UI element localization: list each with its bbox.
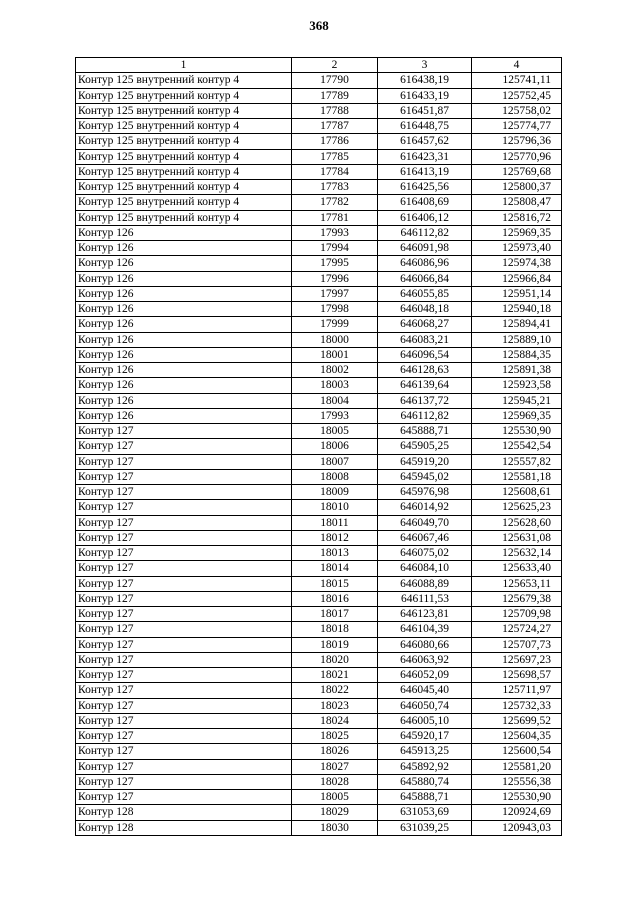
point-number-cell: 18013 [292,546,378,561]
point-number-cell: 17998 [292,302,378,317]
x-coordinate-cell: 646066,84 [378,271,472,286]
x-coordinate-cell: 646091,98 [378,241,472,256]
contour-name-cell: Контур 126 [76,408,292,423]
y-coordinate-cell: 125581,20 [472,759,562,774]
point-number-cell: 18024 [292,713,378,728]
point-number-cell: 18012 [292,530,378,545]
table-row [76,241,562,256]
point-number-cell: 17997 [292,286,378,301]
y-coordinate-cell: 125707,73 [472,637,562,652]
contour-name-cell: Контур 127 [76,591,292,606]
contour-name-cell: Контур 127 [76,790,292,805]
table-row [76,271,562,286]
table-row [76,683,562,698]
y-coordinate-cell: 125557,82 [472,454,562,469]
x-coordinate-cell: 646050,74 [378,698,472,713]
y-coordinate-cell: 125884,35 [472,347,562,362]
contour-name-cell: Контур 126 [76,378,292,393]
x-coordinate-cell: 646128,63 [378,363,472,378]
page-number: 368 [309,18,329,33]
x-coordinate-cell: 645945,02 [378,469,472,484]
table-row [76,119,562,134]
column-header: 3 [378,58,472,73]
table-row [76,713,562,728]
point-number-cell: 18010 [292,500,378,515]
contour-name-cell: Контур 125 внутренний контур 4 [76,149,292,164]
point-number-cell: 18005 [292,790,378,805]
x-coordinate-cell: 646088,89 [378,576,472,591]
point-number-cell: 17995 [292,256,378,271]
x-coordinate-cell: 646112,82 [378,225,472,240]
y-coordinate-cell: 125966,84 [472,271,562,286]
table-row [76,332,562,347]
contour-name-cell: Контур 128 [76,805,292,820]
contour-name-cell: Контур 126 [76,302,292,317]
contour-name-cell: Контур 127 [76,652,292,667]
x-coordinate-cell: 616457,62 [378,134,472,149]
point-number-cell: 18028 [292,774,378,789]
x-coordinate-cell: 646014,92 [378,500,472,515]
table-row [76,256,562,271]
point-number-cell: 18001 [292,347,378,362]
table-row [76,561,562,576]
table-row [76,210,562,225]
contour-name-cell: Контур 125 внутренний контур 4 [76,210,292,225]
table-row [76,195,562,210]
x-coordinate-cell: 645892,92 [378,759,472,774]
table-row [76,774,562,789]
y-coordinate-cell: 125608,61 [472,485,562,500]
y-coordinate-cell: 125769,68 [472,164,562,179]
point-number-cell: 18003 [292,378,378,393]
table-row [76,576,562,591]
x-coordinate-cell: 646048,18 [378,302,472,317]
y-coordinate-cell: 125758,02 [472,103,562,118]
x-coordinate-cell: 645880,74 [378,774,472,789]
contour-name-cell: Контур 127 [76,515,292,530]
point-number-cell: 18025 [292,729,378,744]
y-coordinate-cell: 125800,37 [472,180,562,195]
table-row [76,744,562,759]
table-row [76,622,562,637]
contour-name-cell: Контур 127 [76,500,292,515]
point-number-cell: 17788 [292,103,378,118]
y-coordinate-cell: 125542,54 [472,439,562,454]
table-row [76,73,562,88]
point-number-cell: 17783 [292,180,378,195]
table-row [76,439,562,454]
x-coordinate-cell: 645976,98 [378,485,472,500]
contour-name-cell: Контур 128 [76,820,292,835]
contour-name-cell: Контур 126 [76,363,292,378]
point-number-cell: 18018 [292,622,378,637]
table-row [76,180,562,195]
contour-name-cell: Контур 127 [76,683,292,698]
point-number-cell: 18014 [292,561,378,576]
point-number-cell: 18016 [292,591,378,606]
table-row [76,805,562,820]
point-number-cell: 17781 [292,210,378,225]
y-coordinate-cell: 125940,18 [472,302,562,317]
column-header: 4 [472,58,562,73]
y-coordinate-cell: 125697,23 [472,652,562,667]
point-number-cell: 18030 [292,820,378,835]
table-row [76,698,562,713]
y-coordinate-cell: 125699,52 [472,713,562,728]
table-row [76,286,562,301]
point-number-cell: 17782 [292,195,378,210]
table-row [76,363,562,378]
x-coordinate-cell: 645913,25 [378,744,472,759]
x-coordinate-cell: 616423,31 [378,149,472,164]
contour-name-cell: Контур 126 [76,317,292,332]
table-row [76,668,562,683]
y-coordinate-cell: 125774,77 [472,119,562,134]
table-row [76,759,562,774]
point-number-cell: 17789 [292,88,378,103]
x-coordinate-cell: 616406,12 [378,210,472,225]
point-number-cell: 17786 [292,134,378,149]
table-row [76,393,562,408]
y-coordinate-cell: 125732,33 [472,698,562,713]
contour-name-cell: Контур 125 внутренний контур 4 [76,119,292,134]
point-number-cell: 18019 [292,637,378,652]
x-coordinate-cell: 616413,19 [378,164,472,179]
table-row [76,378,562,393]
y-coordinate-cell: 125679,38 [472,591,562,606]
x-coordinate-cell: 616451,87 [378,103,472,118]
contour-name-cell: Контур 126 [76,241,292,256]
y-coordinate-cell: 125604,35 [472,729,562,744]
point-number-cell: 17993 [292,408,378,423]
y-coordinate-cell: 125752,45 [472,88,562,103]
table-row [76,637,562,652]
point-number-cell: 18022 [292,683,378,698]
x-coordinate-cell: 646068,27 [378,317,472,332]
y-coordinate-cell: 125698,57 [472,668,562,683]
table-row [76,149,562,164]
table-row [76,317,562,332]
table-row [76,424,562,439]
table-row [76,546,562,561]
contour-name-cell: Контур 127 [76,759,292,774]
y-coordinate-cell: 125969,35 [472,225,562,240]
point-number-cell: 18006 [292,439,378,454]
contour-name-cell: Контур 127 [76,729,292,744]
table-row [76,729,562,744]
y-coordinate-cell: 125770,96 [472,149,562,164]
table-row [76,88,562,103]
contour-name-cell: Контур 126 [76,225,292,240]
x-coordinate-cell: 645888,71 [378,424,472,439]
point-number-cell: 18005 [292,424,378,439]
x-coordinate-cell: 645920,17 [378,729,472,744]
point-number-cell: 17996 [292,271,378,286]
point-number-cell: 18027 [292,759,378,774]
y-coordinate-cell: 125923,58 [472,378,562,393]
point-number-cell: 17784 [292,164,378,179]
table-row [76,530,562,545]
y-coordinate-cell: 125741,11 [472,73,562,88]
table-body [76,58,562,836]
x-coordinate-cell: 646005,10 [378,713,472,728]
y-coordinate-cell: 125816,72 [472,210,562,225]
y-coordinate-cell: 125581,18 [472,469,562,484]
y-coordinate-cell: 125724,27 [472,622,562,637]
point-number-cell: 17999 [292,317,378,332]
y-coordinate-cell: 125796,36 [472,134,562,149]
point-number-cell: 18015 [292,576,378,591]
contour-name-cell: Контур 126 [76,271,292,286]
x-coordinate-cell: 616438,19 [378,73,472,88]
x-coordinate-cell: 645919,20 [378,454,472,469]
contour-name-cell: Контур 127 [76,424,292,439]
contour-name-cell: Контур 125 внутренний контур 4 [76,103,292,118]
y-coordinate-cell: 125889,10 [472,332,562,347]
column-header: 2 [292,58,378,73]
point-number-cell: 18002 [292,363,378,378]
table-row [76,607,562,622]
table-row [76,652,562,667]
contour-name-cell: Контур 126 [76,256,292,271]
point-number-cell: 18008 [292,469,378,484]
y-coordinate-cell: 125653,11 [472,576,562,591]
column-header: 1 [76,58,292,73]
table-row [76,347,562,362]
x-coordinate-cell: 616425,56 [378,180,472,195]
x-coordinate-cell: 646096,54 [378,347,472,362]
contour-name-cell: Контур 127 [76,637,292,652]
point-number-cell: 18021 [292,668,378,683]
contour-name-cell: Контур 126 [76,332,292,347]
table-row [76,820,562,835]
x-coordinate-cell: 646111,53 [378,591,472,606]
table-row [76,790,562,805]
table-row [76,500,562,515]
x-coordinate-cell: 646063,92 [378,652,472,667]
y-coordinate-cell: 125951,14 [472,286,562,301]
contour-name-cell: Контур 126 [76,393,292,408]
x-coordinate-cell: 646045,40 [378,683,472,698]
table-row [76,454,562,469]
x-coordinate-cell: 616408,69 [378,195,472,210]
y-coordinate-cell: 125894,41 [472,317,562,332]
x-coordinate-cell: 646080,66 [378,637,472,652]
y-coordinate-cell: 125628,60 [472,515,562,530]
contour-name-cell: Контур 127 [76,561,292,576]
table-row [76,485,562,500]
x-coordinate-cell: 631053,69 [378,805,472,820]
x-coordinate-cell: 646084,10 [378,561,472,576]
table-row [76,302,562,317]
x-coordinate-cell: 646052,09 [378,668,472,683]
point-number-cell: 18009 [292,485,378,500]
coordinates-table [75,57,562,836]
point-number-cell: 18000 [292,332,378,347]
x-coordinate-cell: 646055,85 [378,286,472,301]
y-coordinate-cell: 125530,90 [472,424,562,439]
y-coordinate-cell: 125808,47 [472,195,562,210]
y-coordinate-cell: 125600,54 [472,744,562,759]
table-row [76,469,562,484]
y-coordinate-cell: 120943,03 [472,820,562,835]
table-header-row [76,58,562,73]
contour-name-cell: Контур 127 [76,698,292,713]
x-coordinate-cell: 616448,75 [378,119,472,134]
point-number-cell: 17787 [292,119,378,134]
table-row [76,515,562,530]
table-row [76,408,562,423]
x-coordinate-cell: 646067,46 [378,530,472,545]
x-coordinate-cell: 646086,96 [378,256,472,271]
x-coordinate-cell: 645905,25 [378,439,472,454]
contour-name-cell: Контур 127 [76,576,292,591]
point-number-cell: 18011 [292,515,378,530]
point-number-cell: 18017 [292,607,378,622]
x-coordinate-cell: 645888,71 [378,790,472,805]
point-number-cell: 18026 [292,744,378,759]
table-row [76,134,562,149]
contour-name-cell: Контур 127 [76,439,292,454]
contour-name-cell: Контур 127 [76,744,292,759]
point-number-cell: 18007 [292,454,378,469]
x-coordinate-cell: 646104,39 [378,622,472,637]
y-coordinate-cell: 125633,40 [472,561,562,576]
table-row [76,225,562,240]
table-row [76,103,562,118]
y-coordinate-cell: 125625,23 [472,500,562,515]
table-row [76,164,562,179]
point-number-cell: 17790 [292,73,378,88]
point-number-cell: 18020 [292,652,378,667]
x-coordinate-cell: 631039,25 [378,820,472,835]
x-coordinate-cell: 616433,19 [378,88,472,103]
contour-name-cell: Контур 125 внутренний контур 4 [76,164,292,179]
y-coordinate-cell: 125891,38 [472,363,562,378]
contour-name-cell: Контур 127 [76,774,292,789]
point-number-cell: 18004 [292,393,378,408]
contour-name-cell: Контур 127 [76,485,292,500]
contour-name-cell: Контур 127 [76,713,292,728]
y-coordinate-cell: 125974,38 [472,256,562,271]
x-coordinate-cell: 646137,72 [378,393,472,408]
contour-name-cell: Контур 127 [76,607,292,622]
contour-name-cell: Контур 125 внутренний контур 4 [76,195,292,210]
contour-name-cell: Контур 127 [76,622,292,637]
y-coordinate-cell: 125709,98 [472,607,562,622]
contour-name-cell: Контур 127 [76,668,292,683]
y-coordinate-cell: 125973,40 [472,241,562,256]
contour-name-cell: Контур 125 внутренний контур 4 [76,88,292,103]
y-coordinate-cell: 125711,97 [472,683,562,698]
contour-name-cell: Контур 126 [76,286,292,301]
contour-name-cell: Контур 127 [76,454,292,469]
contour-name-cell: Контур 125 внутренний контур 4 [76,134,292,149]
point-number-cell: 17994 [292,241,378,256]
y-coordinate-cell: 125632,14 [472,546,562,561]
x-coordinate-cell: 646049,70 [378,515,472,530]
x-coordinate-cell: 646139,64 [378,378,472,393]
contour-name-cell: Контур 127 [76,546,292,561]
point-number-cell: 17993 [292,225,378,240]
contour-name-cell: Контур 126 [76,347,292,362]
y-coordinate-cell: 125945,21 [472,393,562,408]
point-number-cell: 18023 [292,698,378,713]
y-coordinate-cell: 125556,38 [472,774,562,789]
y-coordinate-cell: 120924,69 [472,805,562,820]
y-coordinate-cell: 125530,90 [472,790,562,805]
table-row [76,591,562,606]
x-coordinate-cell: 646112,82 [378,408,472,423]
contour-name-cell: Контур 125 внутренний контур 4 [76,180,292,195]
x-coordinate-cell: 646083,21 [378,332,472,347]
x-coordinate-cell: 646075,02 [378,546,472,561]
contour-name-cell: Контур 125 внутренний контур 4 [76,73,292,88]
point-number-cell: 17785 [292,149,378,164]
y-coordinate-cell: 125969,35 [472,408,562,423]
point-number-cell: 18029 [292,805,378,820]
contour-name-cell: Контур 127 [76,530,292,545]
contour-name-cell: Контур 127 [76,469,292,484]
y-coordinate-cell: 125631,08 [472,530,562,545]
x-coordinate-cell: 646123,81 [378,607,472,622]
